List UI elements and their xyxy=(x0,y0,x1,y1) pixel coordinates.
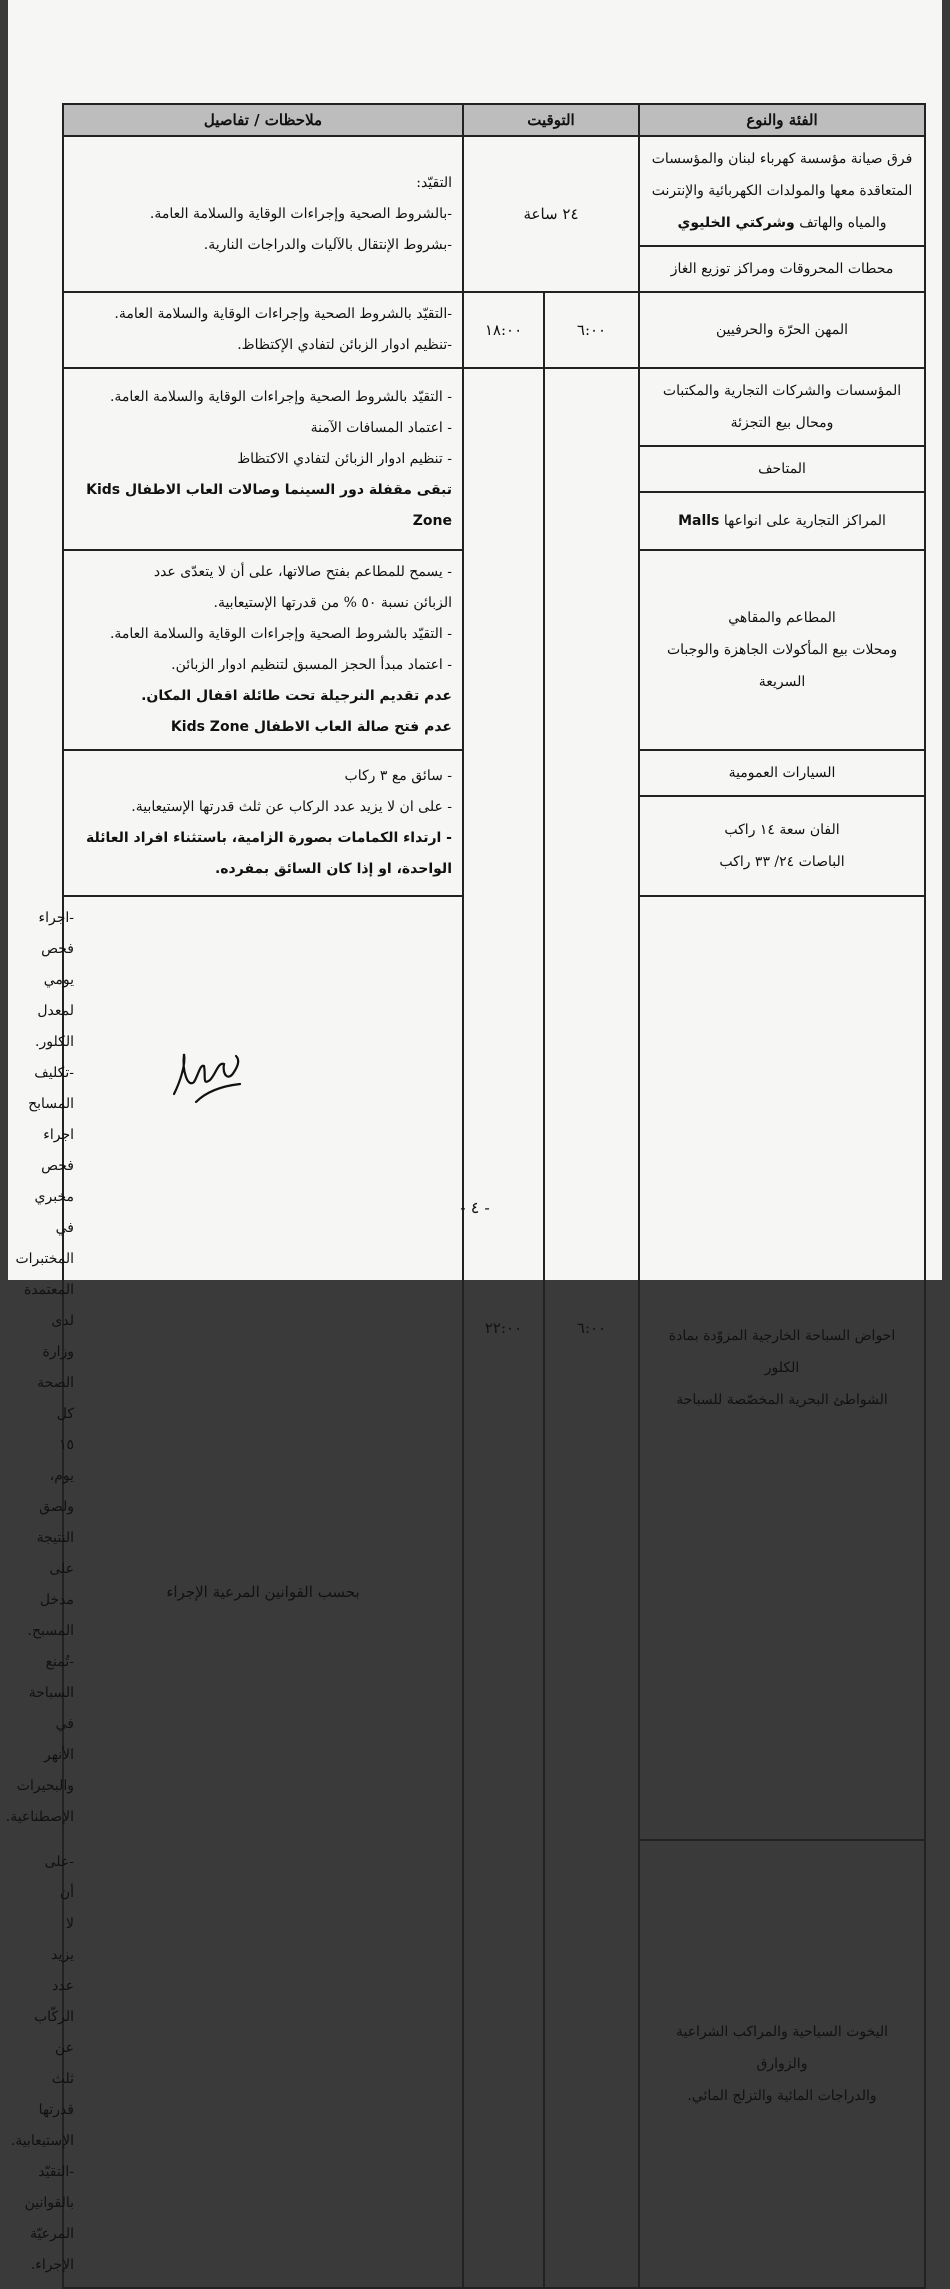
note-line: - على ان لا يزيد عدد الركاب عن ثلث قدرتها الإستيعابية. xyxy=(131,799,452,815)
note-line: - تنظيم ادوار الزبائن لتفادي الاكتظاظ xyxy=(237,450,452,467)
header-category: الفئة والنوع xyxy=(639,104,925,136)
note-bold-line: عدم فتح صالة العاب الاطفال Kids Zone xyxy=(170,719,452,735)
table-row: اليخوت السياحية والمراكب الشراعية والزوارق والدراجات المائية والتزلج المائي. -على أن لا يزيد عدد الركّاب عن ثلث قدرتها الإستيعابية. -التقيّد بالقوانين المرعيّة الإجراء. xyxy=(63,1840,925,2288)
note-bold-line: - ارتداء الكمامات بصورة الزامية، باستثناء افراد العائلة xyxy=(85,830,452,846)
category-line: فرق صيانة مؤسسة كهرباء لبنان والمؤسسات xyxy=(651,151,913,167)
category-cell: السيارات العمومية xyxy=(639,750,925,796)
category-line: الكلور xyxy=(764,1360,800,1376)
category-cell: محطات المحروقات ومراكز توزيع الغاز xyxy=(639,246,925,292)
notes-cell xyxy=(63,136,463,292)
regulations-table xyxy=(5,103,926,2289)
category-line: ومحلات بيع المأكولات الجاهزة والوجبات xyxy=(666,642,898,658)
note-line: - سائق مع ٣ ركاب xyxy=(344,768,452,784)
note-line: -تنظيم ادوار الزبائن لتفادي الإكتظاظ. xyxy=(237,337,452,353)
note-line: -بالشروط الصحية وإجراءات الوقاية والسلامة العامة. xyxy=(149,205,452,222)
notes-cell xyxy=(63,368,463,550)
note-bold-line: تبقى مقفلة دور السينما وصالات العاب الاطفال Kids xyxy=(86,481,452,498)
category-cell xyxy=(639,492,925,550)
category-cell: المهن الحرّة والحرفيين xyxy=(639,292,925,368)
note-line: -بشروط الإنتقال بالآليات والدراجات النارية. xyxy=(203,236,452,253)
category-line: المؤسسات والشركات التجارية والمكتبات xyxy=(662,383,902,399)
category-line: احواض السباحة الخارجية المزوّدة بمادة xyxy=(668,1328,896,1344)
category-line: المتعاقدة معها والمولدات الكهربائية والإنترنت xyxy=(651,183,913,199)
category-cell xyxy=(639,368,925,446)
category-line: والدراجات المائية والتزلج المائي. xyxy=(687,2088,877,2104)
note-bold-line: عدم تقديم النرجيلة تحت طائلة اقفال المكان. xyxy=(141,688,452,704)
category-line: اليخوت السياحية والمراكب الشراعية والزوارق xyxy=(675,2024,889,2072)
category-cell xyxy=(639,550,925,750)
signature xyxy=(166,1042,246,1112)
note-bold-line: الواحدة، او إذا كان السائق بمفرده. xyxy=(214,861,452,877)
time-from: ٦:٠٠ xyxy=(544,368,639,2288)
time-to: ٢٢:٠٠ xyxy=(463,368,544,2288)
table-row xyxy=(63,368,925,446)
note-line: الزبائن نسبة ٥٠ % من قدرتها الإستيعابية. xyxy=(213,595,452,611)
timing-cell: ٢٤ ساعة xyxy=(463,136,639,292)
category-cell xyxy=(639,796,925,896)
category-line: الفان سعة ١٤ راكب xyxy=(724,822,840,838)
note-line: - يسمح للمطاعم بفتح صالاتها، على أن لا يتعدّى عدد xyxy=(153,564,452,580)
page-number: - ٤ - xyxy=(460,1198,490,1217)
note-line: - التقيّد بالشروط الصحية وإجراءات الوقاية والسلامة العامة. xyxy=(109,626,452,642)
notes-cell xyxy=(63,292,463,368)
timing-cell: بحسب القوانين المرعية الإجراء xyxy=(63,896,463,2288)
category-line: الشواطئ البحرية المخصّصة للسباحة xyxy=(676,1392,888,1408)
category-bold: وشركتي الخليوي xyxy=(677,215,795,231)
note-line: -التقيّد بالشروط الصحية وإجراءات الوقاية والسلامة العامة. xyxy=(114,306,452,322)
table-row xyxy=(63,292,925,368)
category-bold: Malls xyxy=(678,513,720,529)
category-cell: المتاحف xyxy=(639,446,925,492)
time-from: ٦:٠٠ xyxy=(544,292,639,368)
header-row xyxy=(63,104,925,136)
category-line: الباصات ٢٤/ ٣٣ راكب xyxy=(719,854,845,870)
note-line: التقيّد: xyxy=(416,174,452,191)
notes-cell xyxy=(63,750,463,896)
category-line: المطاعم والمقاهي xyxy=(728,610,836,626)
header-timing: التوقيت xyxy=(463,104,639,136)
note-bold-line: Zone xyxy=(412,512,452,529)
category-cell xyxy=(639,136,925,246)
category-line: ومحال بيع التجزئة xyxy=(730,415,834,431)
table-row xyxy=(63,136,925,246)
note-line: - اعتماد المسافات الآمنة xyxy=(310,419,452,436)
note-line: - اعتماد مبدأ الحجز المسبق لتنظيم ادوار الزبائن. xyxy=(171,657,452,673)
notes-cell xyxy=(63,550,463,750)
header-notes: ملاحظات / تفاصيل xyxy=(63,104,463,136)
table-row: احواض السباحة الخارجية المزوّدة بمادة الكلور الشواطئ البحرية المخصّصة للسباحة بحسب القوانين المرعية الإجراء -اجراء فحص يومي لمعدل الكلور. -تكليف المسابح اجراء فحص مخبري في المختبرات المعتمدة لدى وزارة الصحة كل ١٥ يوم، ولصق النتيجة على مدخل المسبح. -تُمنع السباحة في الأنهر والبحيرات الإصطناعية. xyxy=(63,896,925,1840)
category-line: والمياه والهاتف xyxy=(799,215,887,231)
category-line: السريعة xyxy=(758,674,806,690)
note-line: - التقيّد بالشروط الصحية وإجراءات الوقاية والسلامة العامة. xyxy=(109,388,452,405)
category-cell xyxy=(639,896,925,1840)
category-text: المراكز التجارية على انواعها xyxy=(723,513,886,529)
document-page xyxy=(5,0,942,2273)
time-to: ١٨:٠٠ xyxy=(463,292,544,368)
category-cell xyxy=(639,1840,925,2288)
